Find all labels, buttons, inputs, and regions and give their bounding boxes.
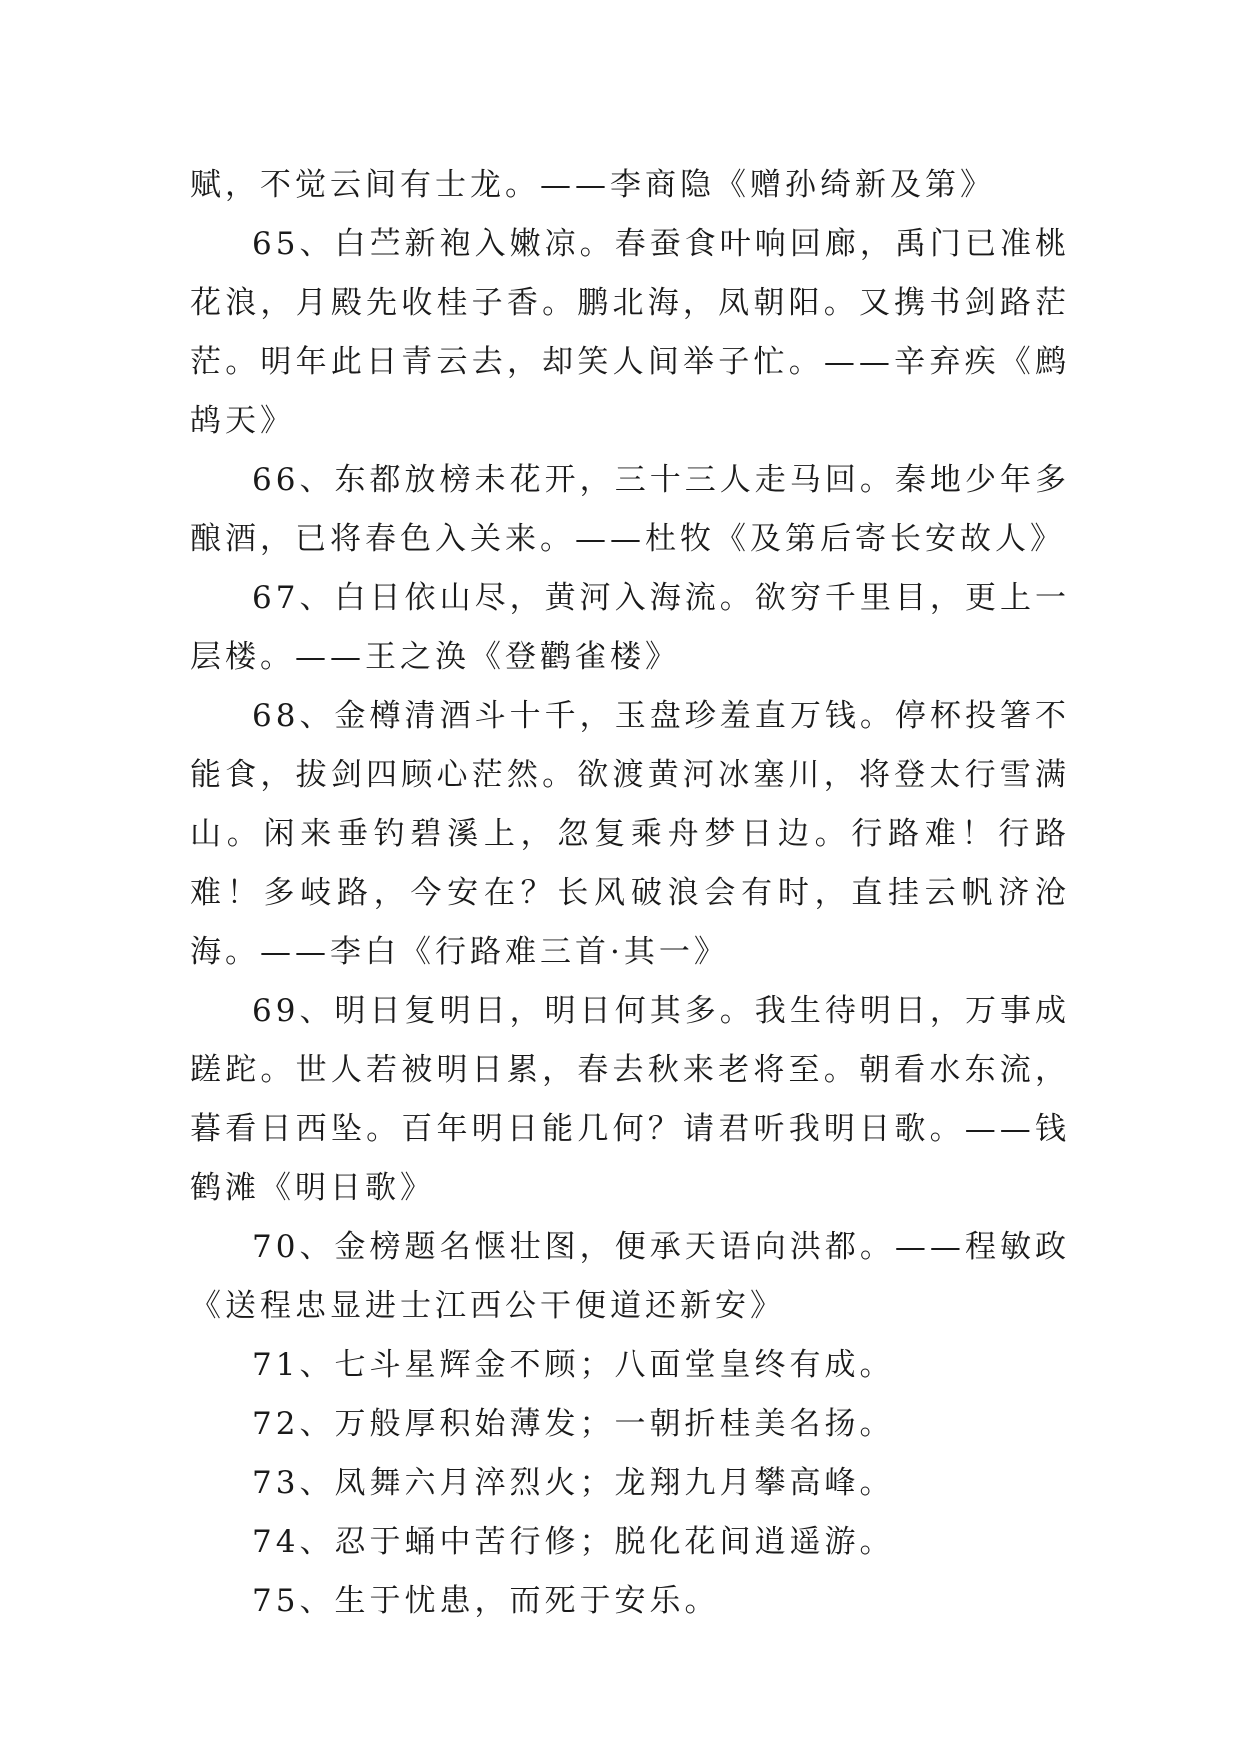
document-body <box>190 156 1070 1631</box>
paragraph-item-74: 74、忍于蛹中苦行修；脱化花间逍遥游。 <box>252 1524 895 1560</box>
paragraph-item-67: 67、白日依山尽，黄河入海流。欲穷千里目，更上一层楼。——王之涣《登鹳雀楼》 <box>190 580 1070 675</box>
paragraph-continuation: 赋，不觉云间有士龙。——李商隐《赠孙绮新及第》 <box>190 167 995 203</box>
paragraph-item-71: 71、七斗星辉金不顾；八面堂皇终有成。 <box>252 1347 895 1383</box>
paragraph-item-65: 65、白苎新袍入嫩凉。春蚕食叶响回廊，禹门已准桃花浪，月殿先收桂子香。鹏北海，凤朝阳。又携书剑路茫茫。明年此日青云去，却笑人间举子忙。——辛弃疾《鹧鸪天》 <box>190 226 1070 439</box>
paragraph-item-75: 75、生于忧患，而死于安乐。 <box>252 1583 720 1619</box>
paragraph-item-69: 69、明日复明日，明日何其多。我生待明日，万事成蹉跎。世人若被明日累，春去秋来老将至。朝看水东流，暮看日西坠。百年明日能几何？请君听我明日歌。——钱鹤滩《明日歌》 <box>190 993 1070 1206</box>
paragraph-item-68: 68、金樽清酒斗十千，玉盘珍羞直万钱。停杯投箸不能食，拔剑四顾心茫然。欲渡黄河冰塞川，将登太行雪满山。闲来垂钓碧溪上，忽复乘舟梦日边。行路难！行路难！多岐路，今安在？长风破浪会有时，直挂云帆济沧海。——李白《行路难三首·其一》 <box>190 698 1070 970</box>
paragraph-item-66: 66、东都放榜未花开，三十三人走马回。秦地少年多酿酒，已将春色入关来。——杜牧《及第后寄长安故人》 <box>190 462 1070 557</box>
paragraph-item-72: 72、万般厚积始薄发；一朝折桂美名扬。 <box>252 1406 895 1442</box>
paragraph-item-73: 73、凤舞六月淬烈火；龙翔九月攀高峰。 <box>252 1465 895 1501</box>
paragraph-item-70: 70、金榜题名惬壮图，便承天语向洪都。——程敏政《送程忠显进士江西公干便道还新安》 <box>190 1229 1070 1324</box>
